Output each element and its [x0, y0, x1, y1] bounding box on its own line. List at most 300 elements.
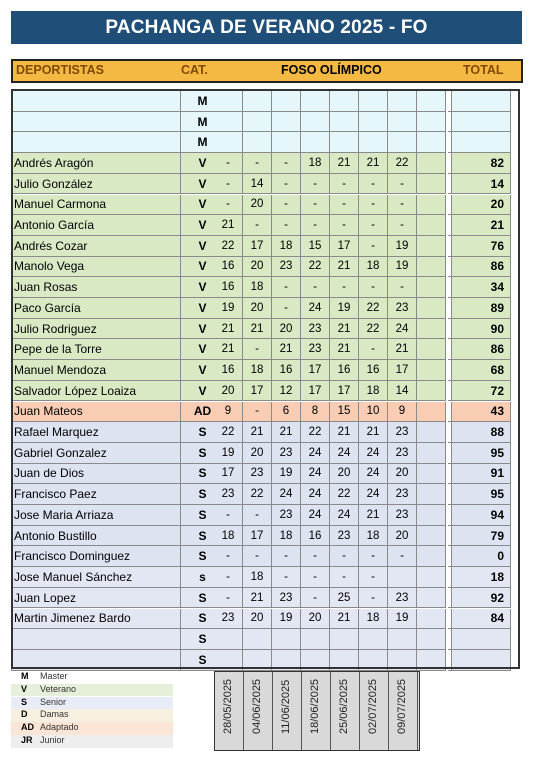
total-cell: 18 [452, 567, 511, 588]
total-cell [452, 132, 511, 153]
score-cell [417, 215, 446, 236]
score-cell [417, 629, 446, 650]
date-column [331, 672, 360, 750]
table-row [11, 629, 522, 650]
score-cell: - [330, 567, 359, 588]
score-cell: 14 [388, 381, 417, 402]
athlete-name: Andrés Cozar [11, 236, 181, 257]
score-cell: 17 [243, 526, 272, 547]
table-row [11, 588, 522, 609]
score-cell: 17 [243, 381, 272, 402]
score-cell [388, 650, 417, 671]
total-cell: 92 [452, 588, 511, 609]
score-cell: 18 [359, 257, 388, 278]
score-cell: 18 [359, 609, 388, 630]
score-cell [417, 339, 446, 360]
score-cell: 25 [330, 588, 359, 609]
score-cell: - [301, 215, 330, 236]
score-cell: 19 [272, 609, 301, 630]
score-cell [417, 422, 446, 443]
score-cell: 17 [330, 236, 359, 257]
table-header [11, 59, 523, 83]
score-cell: - [214, 174, 243, 195]
score-cell [214, 629, 243, 650]
score-cell: - [214, 195, 243, 216]
legend-item [11, 735, 173, 748]
score-cell: - [359, 546, 388, 567]
legend-label: Senior [40, 696, 67, 707]
table-row [11, 195, 522, 216]
legend-item [11, 709, 173, 722]
table-row [11, 402, 522, 423]
score-cell: 18 [272, 526, 301, 547]
score-cell: 9 [214, 402, 243, 423]
score-cell: 15 [330, 402, 359, 423]
score-cell: - [243, 339, 272, 360]
athlete-name: Julio González [11, 174, 181, 195]
athlete-name: Antonio García [11, 215, 181, 236]
score-cell [301, 132, 330, 153]
score-cell: 20 [388, 526, 417, 547]
score-cell: 22 [330, 484, 359, 505]
score-cell: - [214, 546, 243, 567]
score-cell: - [301, 277, 330, 298]
date-column [244, 672, 273, 750]
category-cell: S [181, 484, 225, 505]
score-cell: 20 [243, 257, 272, 278]
total-cell: 34 [452, 277, 511, 298]
score-cell: 9 [388, 402, 417, 423]
legend-code: S [21, 696, 28, 707]
score-cell: - [243, 215, 272, 236]
category-cell: V [181, 195, 225, 216]
score-cell: 22 [214, 422, 243, 443]
total-cell [452, 112, 511, 133]
score-cell: - [359, 174, 388, 195]
legend-code: AD [21, 722, 34, 733]
score-cell [243, 112, 272, 133]
category-cell: V [181, 360, 225, 381]
score-cell: 21 [243, 319, 272, 340]
score-cell: 21 [359, 153, 388, 174]
legend-item [11, 671, 173, 684]
table-row [11, 339, 522, 360]
legend-label: Master [40, 671, 68, 681]
score-cell: 21 [359, 422, 388, 443]
score-cell [214, 112, 243, 133]
score-cell: 22 [301, 257, 330, 278]
score-cell [301, 650, 330, 671]
score-cell: 18 [272, 236, 301, 257]
score-cell: 17 [301, 381, 330, 402]
score-cell [330, 650, 359, 671]
score-cell: 23 [388, 443, 417, 464]
score-cell: - [272, 546, 301, 567]
score-cell [272, 112, 301, 133]
category-cell: V [181, 381, 225, 402]
score-cell [388, 567, 417, 588]
legend-code: M [21, 671, 29, 681]
score-cell [359, 650, 388, 671]
legend-label: Adaptado [40, 722, 79, 733]
table-row [11, 443, 522, 464]
score-cell: 24 [301, 484, 330, 505]
score-cell [214, 650, 243, 671]
score-cell: 21 [214, 319, 243, 340]
score-cell [243, 650, 272, 671]
score-cell: 24 [359, 443, 388, 464]
score-cell: 21 [243, 422, 272, 443]
legend-label: Veterano [40, 683, 77, 694]
score-cell: 21 [214, 215, 243, 236]
category-cell: S [181, 505, 225, 526]
score-cell [417, 257, 446, 278]
score-cell [417, 360, 446, 381]
score-cell: 16 [214, 360, 243, 381]
score-cell: 23 [272, 443, 301, 464]
total-cell: 14 [452, 174, 511, 195]
score-cell [417, 505, 446, 526]
score-cell [417, 443, 446, 464]
score-cell: - [301, 195, 330, 216]
legend-item [11, 697, 173, 710]
table-row [11, 319, 522, 340]
table-row [11, 112, 522, 133]
score-cell: 19 [214, 443, 243, 464]
category-cell: V [181, 298, 225, 319]
date-columns [214, 671, 420, 751]
score-cell: - [330, 546, 359, 567]
score-cell: 23 [388, 484, 417, 505]
athlete-name: Juan Mateos [11, 402, 181, 423]
date-column [360, 672, 389, 750]
total-cell: 76 [452, 236, 511, 257]
score-cell [272, 132, 301, 153]
score-cell: - [272, 195, 301, 216]
score-cell: - [301, 588, 330, 609]
date-column [302, 672, 331, 750]
total-cell: 94 [452, 505, 511, 526]
date-label: 09/07/2025 [396, 678, 408, 734]
score-cell: 23 [301, 339, 330, 360]
score-cell [417, 153, 446, 174]
score-cell: - [272, 567, 301, 588]
score-cell [388, 112, 417, 133]
score-cell: 15 [301, 236, 330, 257]
score-cell: 19 [330, 298, 359, 319]
table-row [11, 360, 522, 381]
athlete-name: Francisco Paez [11, 484, 181, 505]
score-cell: 18 [301, 153, 330, 174]
athlete-name: Francisco Dominguez [11, 546, 181, 567]
athlete-name: Juan de Dios [11, 464, 181, 485]
total-cell: 95 [452, 443, 511, 464]
table-row [11, 298, 522, 319]
score-cell [417, 609, 446, 630]
score-cell: - [359, 236, 388, 257]
category-cell: V [181, 215, 225, 236]
score-cell: 23 [214, 609, 243, 630]
score-cell: 20 [388, 464, 417, 485]
score-cell [243, 91, 272, 112]
score-cell: - [388, 277, 417, 298]
score-cell: 21 [272, 422, 301, 443]
score-cell: - [388, 215, 417, 236]
athlete-name [11, 629, 181, 650]
score-cell [417, 402, 446, 423]
table-row [11, 153, 522, 174]
header-deportistas: DEPORTISTAS [16, 63, 104, 77]
total-cell: 89 [452, 298, 511, 319]
score-cell: - [388, 195, 417, 216]
score-cell: 22 [388, 153, 417, 174]
score-cell [272, 650, 301, 671]
score-cell: 17 [301, 360, 330, 381]
score-cell: 21 [214, 339, 243, 360]
table-row [11, 215, 522, 236]
category-cell: M [181, 112, 225, 133]
score-cell: 24 [330, 443, 359, 464]
category-cell: V [181, 174, 225, 195]
table-row [11, 381, 522, 402]
header-category: CAT. [181, 63, 208, 77]
page-title: PACHANGA DE VERANO 2025 - FO [11, 11, 522, 44]
legend-label: Junior [40, 735, 65, 745]
score-cell: 21 [388, 339, 417, 360]
total-cell: 79 [452, 526, 511, 547]
date-label: 02/07/2025 [367, 678, 379, 734]
score-cell: - [214, 588, 243, 609]
score-cell: 6 [272, 402, 301, 423]
score-cell: 23 [388, 298, 417, 319]
score-cell: 23 [272, 257, 301, 278]
athlete-name [11, 112, 181, 133]
score-cell [417, 526, 446, 547]
athlete-name: Juan Rosas [11, 277, 181, 298]
score-cell: - [272, 215, 301, 236]
score-cell: - [214, 505, 243, 526]
score-cell [417, 91, 446, 112]
score-cell: 20 [243, 443, 272, 464]
score-cell: - [272, 153, 301, 174]
date-label: 25/06/2025 [338, 678, 350, 734]
athlete-name: Julio Rodriguez [11, 319, 181, 340]
score-cell: 16 [214, 257, 243, 278]
score-cell: 19 [388, 257, 417, 278]
score-cell: 23 [243, 464, 272, 485]
score-cell [214, 132, 243, 153]
category-cell: S [181, 650, 225, 671]
score-cell: 21 [359, 505, 388, 526]
date-label: 18/06/2025 [309, 678, 321, 734]
score-cell: 21 [243, 588, 272, 609]
score-cell [330, 91, 359, 112]
category-cell: V [181, 339, 225, 360]
score-cell: - [330, 195, 359, 216]
category-cell: V [181, 319, 225, 340]
score-cell: 23 [301, 319, 330, 340]
score-cell: 12 [272, 381, 301, 402]
date-label: 11/06/2025 [280, 679, 292, 734]
score-cell: 21 [330, 153, 359, 174]
score-cell: 22 [214, 236, 243, 257]
total-cell: 21 [452, 215, 511, 236]
table-row [11, 464, 522, 485]
score-cell: 18 [243, 360, 272, 381]
score-cell [388, 91, 417, 112]
score-cell [417, 174, 446, 195]
score-cell [417, 298, 446, 319]
score-cell [359, 629, 388, 650]
table-row [11, 567, 522, 588]
table-row [11, 505, 522, 526]
date-column [273, 672, 302, 750]
score-cell: 23 [388, 588, 417, 609]
score-cell: - [388, 174, 417, 195]
score-cell [359, 112, 388, 133]
score-cell: 22 [243, 484, 272, 505]
category-cell: S [181, 422, 225, 443]
score-cell: 18 [214, 526, 243, 547]
score-cell [417, 112, 446, 133]
table-row [11, 609, 522, 630]
athlete-name: Manolo Vega [11, 257, 181, 278]
legend-item [11, 722, 173, 735]
category-cell: S [181, 464, 225, 485]
score-cell: - [214, 567, 243, 588]
category-cell: V [181, 257, 225, 278]
score-cell: - [272, 277, 301, 298]
score-cell: - [330, 215, 359, 236]
score-cell: - [243, 402, 272, 423]
score-cell: - [243, 153, 272, 174]
score-cell: - [359, 215, 388, 236]
total-cell: 86 [452, 257, 511, 278]
score-cell: 17 [214, 464, 243, 485]
score-cell [388, 132, 417, 153]
legend-code: JR [21, 735, 33, 745]
score-cell: 8 [301, 402, 330, 423]
score-cell: 19 [214, 298, 243, 319]
athlete-name: Manuel Carmona [11, 195, 181, 216]
score-cell: 23 [388, 422, 417, 443]
score-cell: - [388, 546, 417, 567]
total-cell: 91 [452, 464, 511, 485]
score-cell: 23 [214, 484, 243, 505]
athlete-name [11, 132, 181, 153]
table-row [11, 422, 522, 443]
score-cell: 14 [243, 174, 272, 195]
score-cell: - [359, 567, 388, 588]
score-cell: 23 [330, 526, 359, 547]
total-cell: 72 [452, 381, 511, 402]
score-cell: 17 [388, 360, 417, 381]
total-cell: 84 [452, 609, 511, 630]
legend-label: Damas [40, 709, 69, 720]
score-cell: - [301, 567, 330, 588]
table-row [11, 174, 522, 195]
score-cell: 24 [301, 505, 330, 526]
table-row [11, 546, 522, 567]
category-cell: S [181, 443, 225, 464]
score-cell [417, 546, 446, 567]
score-cell [359, 132, 388, 153]
score-cell: 20 [243, 298, 272, 319]
athlete-name: Jose Manuel Sánchez [11, 567, 181, 588]
category-cell: S [181, 629, 225, 650]
score-cell: 24 [301, 298, 330, 319]
score-cell: 20 [301, 609, 330, 630]
category-cell: s [181, 567, 225, 588]
category-cell: AD [181, 402, 225, 423]
score-cell [417, 319, 446, 340]
score-cell: 20 [330, 464, 359, 485]
score-cell [417, 650, 446, 671]
date-label: 28/05/2025 [222, 678, 234, 734]
score-cell: 22 [359, 319, 388, 340]
table-row [11, 650, 522, 671]
total-cell [452, 629, 511, 650]
table-row [11, 236, 522, 257]
total-cell: 90 [452, 319, 511, 340]
score-cell [330, 132, 359, 153]
category-cell: V [181, 236, 225, 257]
total-cell: 95 [452, 484, 511, 505]
athlete-name [11, 91, 181, 112]
table-row [11, 257, 522, 278]
score-cell: 21 [330, 422, 359, 443]
score-cell: 24 [359, 464, 388, 485]
score-cell: - [330, 174, 359, 195]
athlete-name [11, 650, 181, 671]
score-cell: 21 [330, 339, 359, 360]
score-cell [417, 277, 446, 298]
athlete-name: Pepe de la Torre [11, 339, 181, 360]
score-cell: - [359, 588, 388, 609]
category-cell: S [181, 588, 225, 609]
score-cell [214, 91, 243, 112]
athlete-name: Juan Lopez [11, 588, 181, 609]
score-cell: 17 [330, 381, 359, 402]
score-cell [272, 91, 301, 112]
header-foso-olimpico: FOSO OLÍMPICO [281, 63, 382, 77]
score-cell: 20 [243, 195, 272, 216]
score-cell: - [272, 174, 301, 195]
category-cell: S [181, 526, 225, 547]
score-cell: 19 [272, 464, 301, 485]
score-cell: 22 [301, 422, 330, 443]
score-cell [417, 132, 446, 153]
score-cell [417, 567, 446, 588]
date-column [389, 672, 418, 750]
table-row [11, 91, 522, 112]
score-cell: 18 [243, 277, 272, 298]
score-cell: 18 [359, 381, 388, 402]
score-cell: 24 [388, 319, 417, 340]
score-cell: 22 [359, 298, 388, 319]
total-cell: 88 [452, 422, 511, 443]
score-cell: 19 [388, 236, 417, 257]
score-cell: - [359, 195, 388, 216]
total-cell: 0 [452, 546, 511, 567]
score-cell: - [359, 277, 388, 298]
score-cell [243, 132, 272, 153]
score-cell [301, 629, 330, 650]
legend-code: V [21, 683, 28, 694]
score-cell: 17 [243, 236, 272, 257]
score-cell: 16 [330, 360, 359, 381]
total-cell: 68 [452, 360, 511, 381]
